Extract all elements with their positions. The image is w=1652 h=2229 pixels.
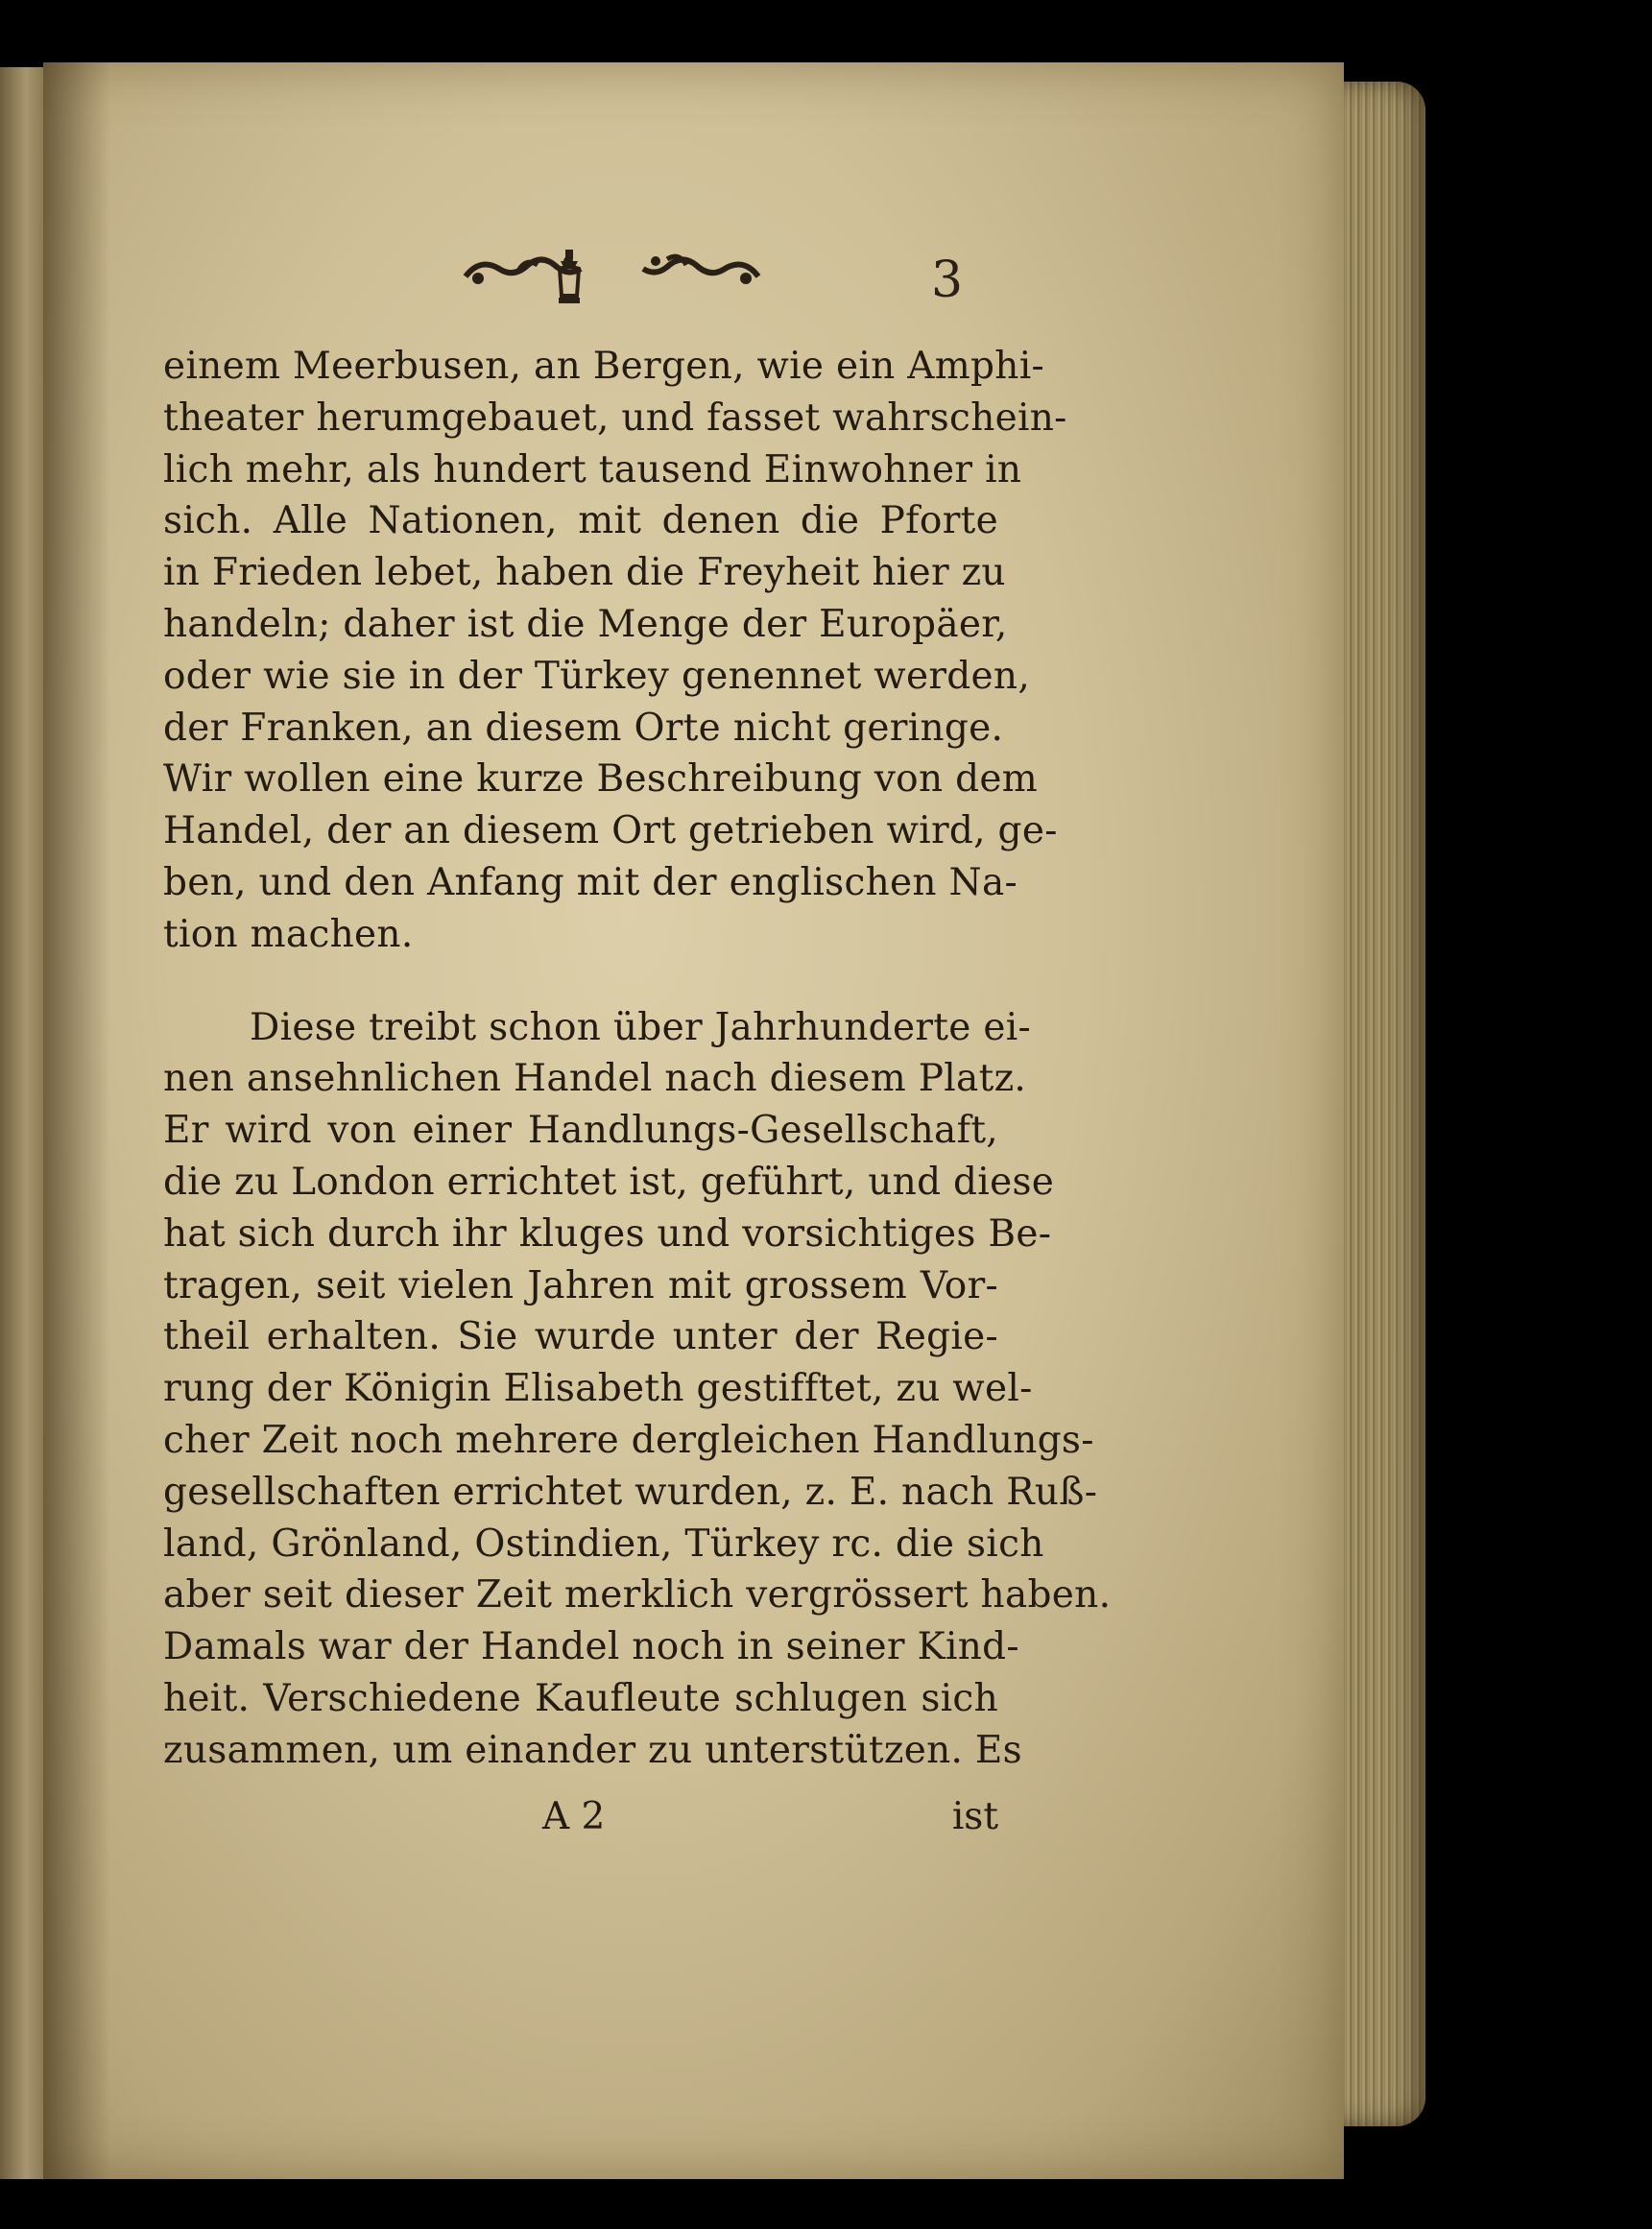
text-line: ben, und den Anfang mit der englischen Na- (163, 860, 1018, 904)
text-line: Diese treibt schon über Jahrhunderte ei- (250, 1005, 1031, 1049)
text-line: aber seit dieser Zeit merklich vergrössert haben. (163, 1573, 1112, 1618)
page-number: 3 (931, 252, 964, 309)
text-line: land, Grönland, Ostindien, Türkey rc. die sich (163, 1522, 1044, 1566)
text-line: Handel, der an diesem Ort getrieben wird, ge- (163, 809, 1058, 853)
paragraph-gap (163, 961, 998, 1002)
left-page-edge (0, 67, 43, 2179)
text-line: nen ansehnlichen Handel nach diesem Platz. (163, 1057, 1027, 1101)
body-text (163, 341, 1112, 1777)
signature-mark: A 2 (542, 1795, 606, 1838)
right-scroll-ornament-icon (638, 248, 763, 296)
catchword: ist (951, 1795, 998, 1838)
text-line: der Franken, an diesem Orte nicht geringe. (163, 706, 1004, 750)
text-line: Wir wollen eine kurze Beschreibung von dem (163, 757, 1039, 802)
text-line: Er wird von einer Handlungs-Gesellschaft, (163, 1109, 998, 1153)
gutter-shadow (43, 62, 110, 2179)
page-footer (163, 1795, 998, 1847)
text-line: handeln; daher ist die Menge der Europäer, (163, 602, 1008, 646)
text-line: heit. Verschiedene Kaufleute schlugen sich (163, 1676, 998, 1720)
text-line: tragen, seit vielen Jahren mit grossem Vor- (163, 1263, 998, 1307)
text-line: gesellschaften errichtet wurden, z. E. nach Ruß- (163, 1470, 1098, 1514)
text-line: die zu London errichtet ist, geführt, und diese (163, 1160, 1055, 1204)
text-line: hat sich durch ihr kluges und vorsichtiges Be- (163, 1211, 1052, 1256)
text-line: theater herumgebauet, und fasset wahrschein- (163, 395, 1067, 440)
text-line: sich. Alle Nationen, mit denen die Pforte (163, 499, 998, 543)
paragraph-2 (163, 1002, 1112, 1777)
text-line: lich mehr, als hundert tausend Einwohner in (163, 447, 1022, 491)
paragraph-1 (163, 341, 1067, 961)
text-line: tion machen. (163, 912, 414, 956)
vase-ornament-icon (555, 248, 584, 305)
text-line: oder wie sie in der Türkey genennet werden, (163, 654, 1031, 698)
text-line: rung der Königin Elisabeth gestifftet, zu wel- (163, 1367, 1033, 1411)
text-line: zusammen, um einander zu unterstützen. Es (163, 1728, 1022, 1772)
text-line: in Frieden lebet, haben die Freyheit hier zu (163, 551, 1006, 595)
text-line: einem Meerbusen, an Bergen, wie ein Amphi- (163, 345, 1044, 388)
text-line: cher Zeit noch mehrere dergleichen Handlungs- (163, 1418, 1094, 1462)
text-line: Damals war der Handel noch in seiner Kind- (163, 1625, 1019, 1669)
text-line: theil erhalten. Sie wurde unter der Regie- (163, 1315, 998, 1359)
